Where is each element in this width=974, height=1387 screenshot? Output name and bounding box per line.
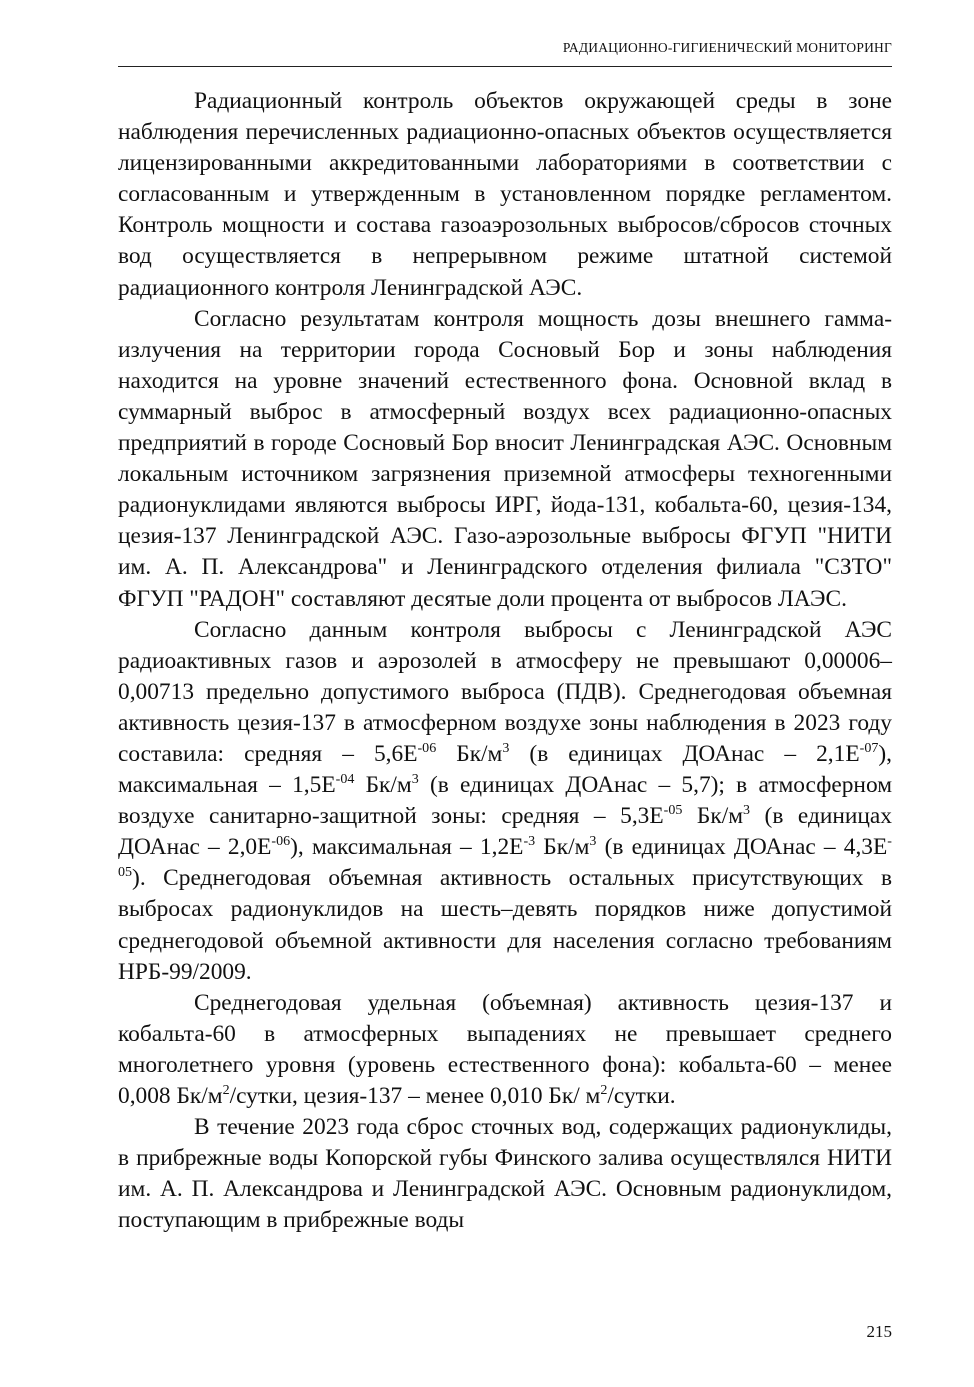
superscript: -07 — [859, 740, 879, 757]
text-run: Бк/м — [436, 740, 503, 767]
text-run: Среднегодовая удельная (объемная) активность цезия-137 и кобальта-60 в атмосферных выпадениях не превышает среднего многолетнего уровня (уровень естественного фона): кобальта-60 – менее 0,008 Бк/м — [118, 989, 892, 1109]
paragraph-4 — [118, 988, 892, 1112]
text-run: ), максимальная – 1,5E — [118, 740, 892, 799]
superscript: -06 — [271, 833, 291, 850]
superscript: -05 — [663, 802, 683, 819]
text-run: (в единицах ДОАнас – 2,1E — [509, 740, 860, 767]
body-text — [118, 86, 892, 1236]
text-run: Бк/м — [535, 834, 590, 861]
text-run: (в единицах ДОАнас – 5,7); в атмосферном воздухе санитарно-защитной зоны: средняя – 5,3E — [118, 772, 893, 830]
paragraph-2: Согласно результатам контроля мощность дозы внешнего гамма-излучения на территории города Сосновый Бор и зоны наблюдения находится на уровне значений естественного фона. Основной вклад в суммарный выброс в атмосферный воздух всех радиационно-опасных предприятий в городе Сосновый Бор вносит Ленинградская АЭС. Основным локальным источником загрязнения приземной атмосферы техногенными радионуклидами являются выбросы ИРГ, йода-131, кобальта-60, цезия-134, цезия-137 Ленинградской АЭС. Газо-аэрозольные выбросы ФГУП "НИТИ им. А. П. Александрова" и Ленинградского отделения филиала "СЗТО" ФГУП "РАДОН" составляют десятые доли процента от выбросов ЛАЭС. — [118, 305, 892, 612]
paragraph-5: В течение 2023 года сброс сточных вод, содержащих радионуклиды, в прибрежные воды Копорской губы Финского залива осуществлялся НИТИ им. А. П. Александрова и Ленинградской АЭС. Основным радионуклидом, поступающим в прибрежные воды — [118, 1114, 892, 1234]
superscript: 3 — [589, 833, 597, 850]
superscript: 3 — [743, 802, 751, 819]
superscript: 2 — [222, 1082, 230, 1099]
text-run: /сутки, цезия-137 – менее 0,010 Бк/ м — [229, 1083, 601, 1109]
paragraph-3 — [118, 615, 892, 988]
superscript: 3 — [502, 740, 510, 757]
text-run: Бк/м — [354, 772, 412, 799]
text-run: Бк/м — [682, 803, 743, 830]
superscript: -05 — [118, 833, 892, 881]
superscript: 3 — [411, 771, 419, 788]
superscript: 2 — [600, 1082, 608, 1099]
running-header: РАДИАЦИОННО-ГИГИЕНИЧЕСКИЙ МОНИТОРИНГ — [562, 40, 892, 55]
superscript: -06 — [417, 740, 437, 757]
superscript: -04 — [335, 771, 355, 788]
text-run: (в единицах ДОАнас – 2,0E — [118, 803, 892, 861]
text-run: ), максимальная – 1,2E — [290, 834, 524, 861]
paragraph-1: Радиационный контроль объектов окружающей среды в зоне наблюдения перечисленных радиационно-опасных объектов осуществляется лицензированными аккредитованными лабораториями в соответствии с согласованным и утвержденным в установленном порядке регламентом. Контроль мощности и состава газоаэрозольных выбросов/сбросов сточных вод осуществляется в непрерывном режиме штатной системой радиационного контроля Ленинградской АЭС. — [118, 88, 892, 301]
text-run: Согласно данным контроля выбросы с Ленинградской АЭС радиоактивных газов и аэрозолей в атмосферу не превышают 0,00006–0,00713 предельно допустимого выброса (ПДВ). Среднегодовая объемная активность цезия-137 в атмосферном воздухе зоны наблюдения в 2023 году составила: средняя – 5,6E — [118, 616, 892, 767]
text-run: ). Среднегодовая объемная активность остальных присутствующих в выбросах радионуклидов на шесть–девять порядков ниже допустимой среднегодовой объемной активности для населения согласно требованиям НРБ-99/2009. — [118, 865, 892, 985]
superscript: -3 — [523, 833, 536, 850]
text-run: /сутки. — [607, 1083, 676, 1109]
text-run: (в единицах ДОАнас – 4,3E — [596, 834, 888, 861]
page-number: 215 — [866, 1322, 892, 1341]
header-divider — [118, 66, 892, 67]
